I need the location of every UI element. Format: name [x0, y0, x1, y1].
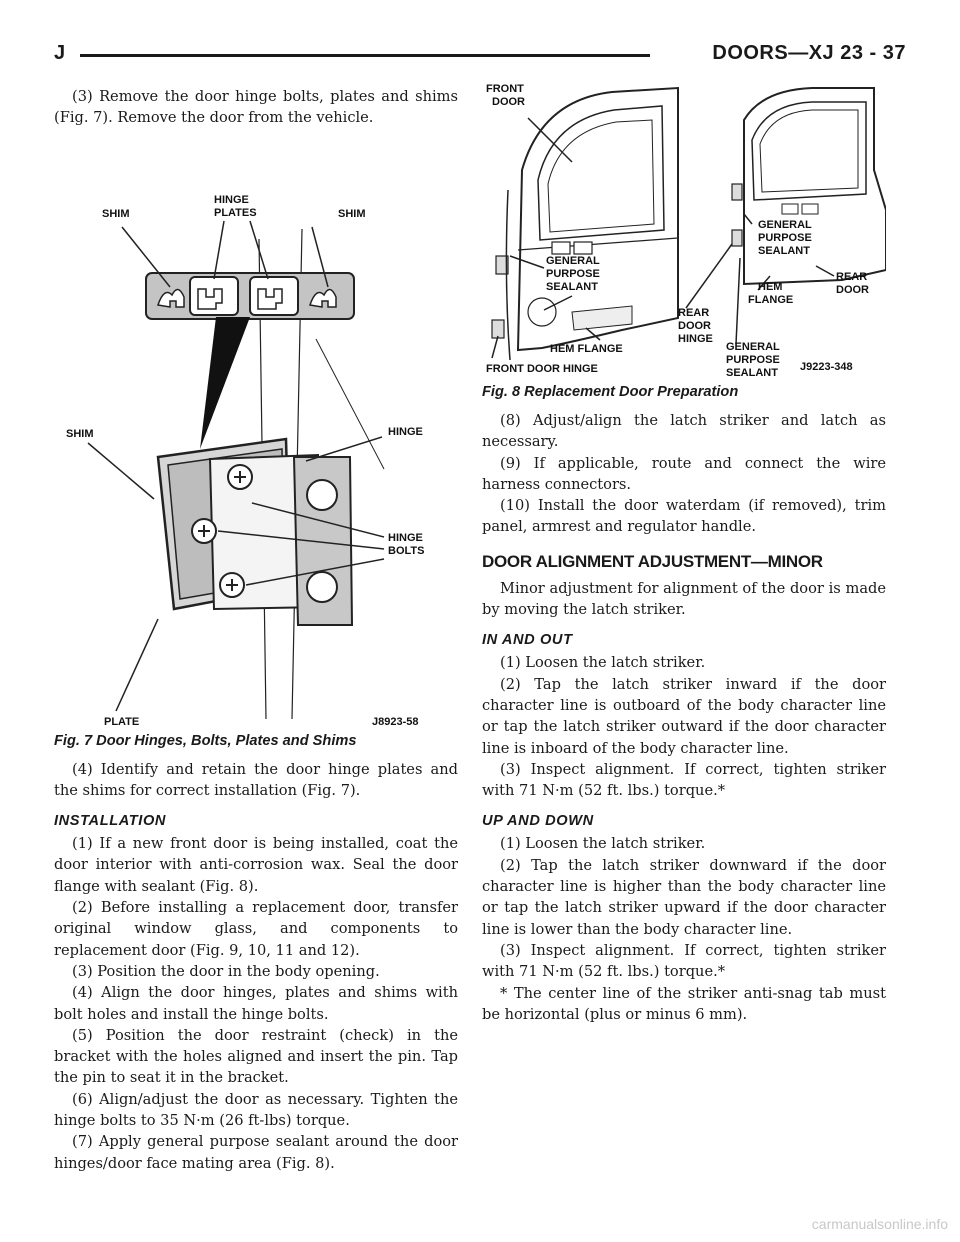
fig8-label-gps-bottom-1: GENERAL — [726, 341, 780, 353]
in-out-step-1: (1) Loosen the latch striker. — [500, 654, 706, 672]
removal-step-3: (3) Remove the door hinge bolts, plates and shims (Fig. 7). Remove the door from the vehicle. — [54, 88, 458, 127]
fig7-label-hinge-plates-1: HINGE — [214, 193, 249, 206]
install-step-9: (9) If applicable, route and connect the wire harness connectors. — [482, 454, 886, 493]
install-step-2: (2) Before installing a replacement door, transfer original window glass, and components to replacement door (Fig. 9, 10, 11 and 12). — [54, 899, 458, 959]
fig8-label-front-door-hinge: FRONT DOOR HINGE — [486, 363, 598, 375]
up-down-step-3: (3) Inspect alignment. If correct, tighten striker with 71 N·m (52 ft. lbs.) torque.* — [482, 941, 886, 981]
installation-heading: INSTALLATION — [54, 813, 167, 830]
watermark-footer: carmanualsonline.info — [811, 1216, 948, 1232]
fig8-label-gps-bottom-3: SEALANT — [726, 367, 778, 379]
header-rule — [80, 54, 650, 57]
fig8-label-gps-right-3: SEALANT — [758, 245, 810, 257]
in-out-heading: IN AND OUT — [482, 632, 573, 649]
fig8-label-gps-bottom-2: PURPOSE — [726, 354, 780, 366]
fig8-label-gps-left-2: PURPOSE — [546, 268, 600, 280]
figure-8 — [482, 80, 886, 400]
install-step-3: (3) Position the door in the body opening. — [72, 962, 380, 980]
fig8-label-gps-right-2: PURPOSE — [758, 232, 812, 244]
fig8-label-rear-door-hinge-2: DOOR — [678, 320, 711, 332]
install-step-4: (4) Align the door hinges, plates and shims with bolt holes and install the hinge bolts. — [54, 984, 458, 1023]
up-down-step-2: (2) Tap the latch striker downward if the door character line is higher than the body character line or tap the latch striker upward if the door character line is lower than the body character line. — [482, 856, 886, 938]
fig8-label-front-door-2: DOOR — [492, 96, 525, 108]
fig8-code: J9223-348 — [800, 361, 853, 373]
fig7-label-shim-lower: SHIM — [66, 427, 94, 440]
fig8-label-rear-door-2: DOOR — [836, 284, 869, 296]
fig8-label-rear-door-hinge-3: HINGE — [678, 333, 713, 345]
in-out-step-2: (2) Tap the latch striker inward if the door character line is outboard of the body character line or tap the latch striker outward if the door character line is inboard of the body character line. — [482, 675, 886, 757]
right-column — [482, 80, 886, 1025]
in-out-step-3: (3) Inspect alignment. If correct, tighten striker with 71 N·m (52 ft. lbs.) torque.* — [482, 760, 886, 800]
fig8-label-front-door-1: FRONT — [486, 83, 524, 95]
fig7-label-plate: PLATE — [104, 715, 140, 728]
alignment-heading: DOOR ALIGNMENT ADJUSTMENT—MINOR — [482, 551, 823, 571]
header-title: DOORS—XJ 23 - 37 — [712, 42, 906, 64]
page-header — [54, 42, 906, 72]
header-section-letter: J — [54, 42, 66, 64]
up-down-heading: UP AND DOWN — [482, 813, 594, 830]
fig7-label-hinge-bolts-1: HINGE — [388, 531, 423, 544]
install-step-6: (6) Align/adjust the door as necessary. Tighten the hinge bolts to 35 N·m (26 ft-lbs) torque. — [54, 1090, 458, 1130]
fig8-label-gps-right-1: GENERAL — [758, 219, 812, 231]
fig7-label-shim-left: SHIM — [102, 207, 130, 220]
fig7-label-hinge: HINGE — [388, 425, 423, 438]
figure-7 — [54, 139, 458, 749]
install-step-5: (5) Position the door restraint (check) in the bracket with the holes aligned and insert the pin. Tap the pin to seat it in the bracket. — [54, 1026, 458, 1087]
fig7-label-hinge-bolts-2: BOLTS — [388, 544, 425, 557]
alignment-intro: Minor adjustment for alignment of the door is made by moving the latch striker. — [482, 579, 886, 619]
up-down-note: * The center line of the striker anti-snag tab must be horizontal (plus or minus 6 mm). — [482, 984, 886, 1023]
fig7-caption: Fig. 7 Door Hinges, Bolts, Plates and Shims — [54, 732, 357, 749]
install-step-10: (10) Install the door waterdam (if removed), trim panel, armrest and regulator handle. — [482, 497, 886, 536]
install-step-8: (8) Adjust/align the latch striker and latch as necessary. — [482, 412, 886, 451]
fig7-label-shim-right: SHIM — [338, 207, 366, 220]
up-down-step-1: (1) Loosen the latch striker. — [500, 835, 706, 853]
fig8-label-hem-flange-right-2: FLANGE — [748, 294, 794, 306]
removal-step-4: (4) Identify and retain the door hinge plates and the shims for correct installation (Fig. 7). — [54, 760, 458, 799]
install-step-1: (1) If a new front door is being installed, coat the door interior with anti-corrosion wax. Seal the door flange with sealant (Fig. 8). — [54, 835, 458, 895]
fig8-label-hem-flange-left: HEM FLANGE — [550, 343, 623, 355]
fig8-label-rear-door-1: REAR — [836, 271, 868, 283]
fig8-label-gps-left-3: SEALANT — [546, 281, 598, 293]
fig8-caption: Fig. 8 Replacement Door Preparation — [482, 384, 739, 400]
fig7-illustration — [54, 139, 458, 729]
install-step-7: (7) Apply general purpose sealant around the door hinges/door face mating area (Fig. 8). — [54, 1133, 458, 1172]
left-column — [54, 86, 458, 1174]
fig8-label-gps-left-1: GENERAL — [546, 255, 600, 267]
fig7-label-hinge-plates-2: PLATES — [214, 206, 257, 219]
fig8-label-rear-door-hinge-1: REAR — [678, 307, 710, 319]
fig8-label-hem-flange-right-1: HEM — [758, 281, 783, 293]
fig8-illustration — [482, 80, 886, 380]
fig7-code: J8923-58 — [372, 715, 419, 728]
